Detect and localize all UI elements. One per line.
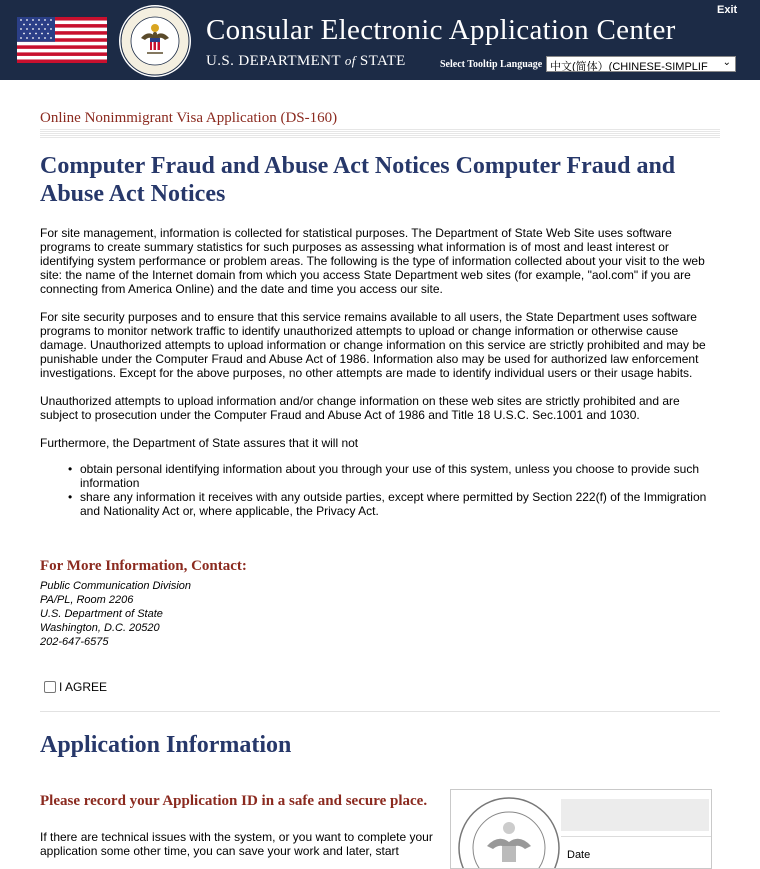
contact-heading: For More Information, Contact: xyxy=(40,558,247,574)
contact-line: PA/PL, Room 2206 xyxy=(40,594,134,606)
site-security-paragraph: For site security purposes and to ensure that this service remains available to all users, the State Department uses software programs to monitor network traffic to identify unauthorized attempts to upload or change information or otherwise cause damage. Unauthorized attempts to upload information or change information on this service are strictly prohibited and may be punishable under the Computer Fraud and Abuse Act of 1986. Information also may be used for authorized law enforcement investigations. Except for the above purposes, no other attempts are made to identify individual users or their usage habits. xyxy=(40,310,706,380)
site-management-paragraph: For site management, information is collected for statistical purposes. The Department of State Web Site uses software programs to create summary statistics for such purposes as assessing what information is of most and least interest or identifying system performance or problem areas. The following is the type of information collected about your visit to the web site: the name of the Internet domain from which you access State Department web sites (for example, "aol.com" if you are connecting from America Online) and the date and time you access our site. xyxy=(40,226,705,296)
contact-line: Public Communication Division xyxy=(40,580,192,592)
list-item: • obtain personal identifying information about you through your use of this system, unless you choose to provide such information xyxy=(68,462,700,490)
tooltip-language-value: 中文(简体）(CHINESE-SIMPLIF xyxy=(550,61,708,72)
confirmation-card-preview xyxy=(450,789,712,869)
contact-phone: 202-647-6575 xyxy=(40,636,109,648)
application-information-heading: Application Information xyxy=(40,732,292,758)
agree-checkbox[interactable] xyxy=(44,681,56,693)
contact-line: Washington, D.C. 20520 xyxy=(40,622,160,634)
bullet-icon: • xyxy=(68,462,73,476)
record-application-id-text: If there are technical issues with the system, or you want to complete your application some other time, you can save your work and later, start xyxy=(40,830,433,858)
card-date-label: Date xyxy=(567,849,591,861)
title-divider xyxy=(40,129,720,138)
tooltip-language-label: Select Tooltip Language xyxy=(440,59,543,70)
contact-address xyxy=(40,579,191,649)
card-divider xyxy=(561,836,711,837)
section-divider xyxy=(40,711,720,712)
agree-label: I AGREE xyxy=(59,680,108,694)
department-of-state-seal-icon xyxy=(118,4,192,78)
assurance-list xyxy=(68,462,716,518)
record-application-id-heading: Please record your Application ID in a safe and secure place. xyxy=(40,793,428,809)
department-name: U.S. DEPARTMENT of STATE xyxy=(206,53,406,69)
application-title: Online Nonimmigrant Visa Application (DS-160) xyxy=(40,110,338,126)
contact-line: U.S. Department of State xyxy=(40,608,163,620)
chevron-down-icon: ⌄ xyxy=(722,57,731,68)
unauthorized-attempts-paragraph: Unauthorized attempts to upload information and/or change information on these web sites are strictly prohibited and are subject to prosecution under the Computer Fraud and Abuse Act of 1986 and Title 18 U.S.C. Sec.1001 and 1030. xyxy=(40,394,680,422)
list-item: • share any information it receives with any outside parties, except where permitted by Section 222(f) of the Immigration and Nationality Act or, where applicable, the Privacy Act. xyxy=(68,490,707,518)
bullet-icon: • xyxy=(68,490,73,504)
tooltip-language-select[interactable] xyxy=(546,56,736,72)
page-title: Computer Fraud and Abuse Act Notices Computer Fraud and Abuse Act Notices xyxy=(40,153,676,207)
site-title: Consular Electronic Application Center xyxy=(206,14,676,46)
card-header-bar xyxy=(561,799,709,831)
assurance-paragraph: Furthermore, the Department of State assures that it will not xyxy=(40,436,359,450)
exit-link[interactable]: Exit xyxy=(717,4,738,16)
agree-checkbox-row[interactable] xyxy=(44,680,107,694)
site-header xyxy=(0,0,760,80)
us-flag-icon xyxy=(17,17,107,63)
department-of-state-seal-icon xyxy=(457,796,561,869)
